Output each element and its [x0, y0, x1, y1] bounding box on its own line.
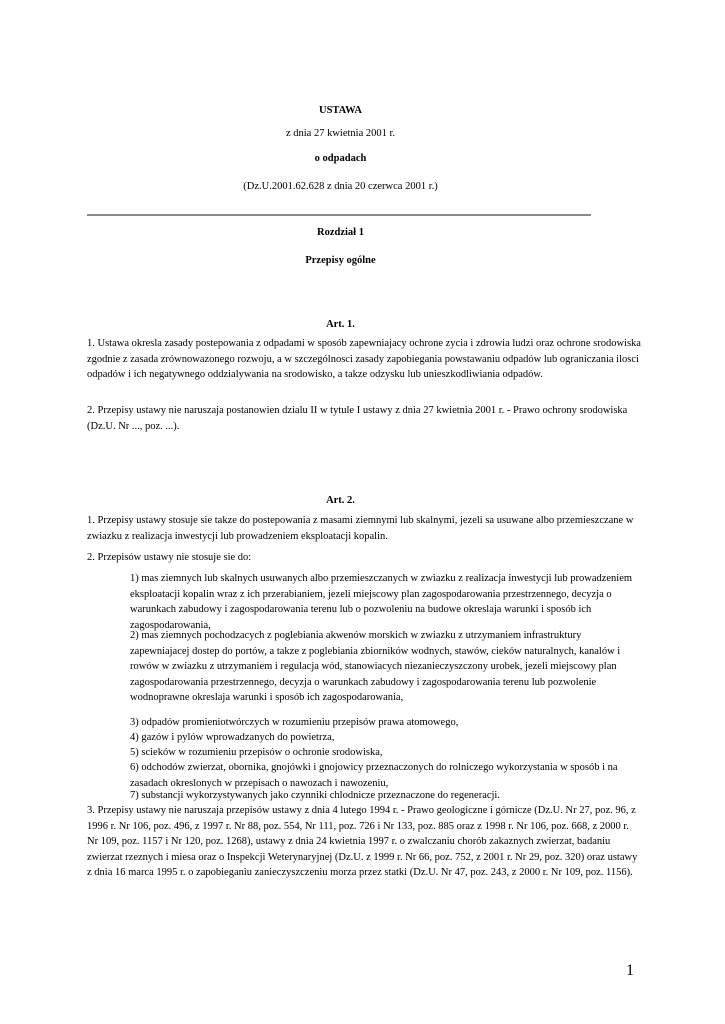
art1-paragraph-2: 2. Przepisy ustawy nie naruszaja postanowien dzialu II w tytule I ustawy z dnia 27 kwietnia 2001 r. - Prawo ochrony srodowiska (Dz.U. Nr ..., poz. ...).: [87, 405, 628, 432]
art2-list-item-5: 5) scieków w rozumieniu przepisów o ochronie srodowiska,: [130, 747, 383, 758]
page-number: 1: [626, 962, 634, 979]
art1-heading: Art. 1.: [326, 319, 355, 330]
art2-paragraph-3: 3. Przepisy ustawy nie naruszaja przepisów ustawy z dnia 4 lutego 1994 r. - Prawo geologiczne i górnicze (Dz.U. Nr 27, poz. 96, z 1996 r. Nr 106, poz. 496, z 1997 r. Nr 88, poz. 554, Nr 111, poz. 726 i Nr 133, poz. 885 oraz z 1998 r. Nr 106, poz. 668, z 2000 r. Nr 109, poz. 1157 i Nr 120, poz. 1268), ustawy z dnia 24 kwietnia 1997 r. o zwalczaniu chorób zakaznych zwierzat, badaniu zwierzat rzeznych i miesa oraz o Inspekcji Weterynaryjnej (Dz.U. z 1999 r. Nr 66, poz. 752, z 2001 r. Nr 29, poz. 320) oraz ustawy z dnia 16 marca 1995 r. o zapobieganiu zanieczyszczeniu morza przez statki (Dz.U. Nr 47, poz. 243, z 2000 r. Nr 109, poz. 1156).: [87, 805, 638, 879]
art2-list-item-3: 3) odpadów promieniotwórczych w rozumieniu przepisów prawa atomowego,: [130, 717, 459, 728]
art2-list-item-2: 2) mas ziemnych pochodzacych z poglebiania akwenów morskich w zwiazku z utrzymaniem infrastruktury zapewniajacej dostep do portów, a takze z poglebiania zbiorników wodnych, stawów, cieków naturalnych, kanalów i rowów w zwiazku z utrzymaniem i regulacja wód, stanowiacych niezanieczyszczony urobek, jezeli miejscowy plan zagospodarowania przestrzennego, decyzja o warunkach zabudowy i zagospodarowania terenu lub pozwolenie wodnoprawne okreslaja warunki i sposób ich zagospodarowania,: [130, 630, 621, 704]
art1-paragraph-1: 1. Ustawa okresla zasady postepowania z odpadami w sposób zapewniajacy ochrone zycia i zdrowia ludzi oraz ochrone srodowiska zgodnie z zasada zrównowazonego rozwoju, a w szczególnosci zasady zapobiegania powstawaniu odpadów lub ograniczania ilosci odpadów i ich negatywnego oddzialywania na srodowisko, a takze odzysku lub unieszkodliwiania odpadów.: [87, 338, 641, 381]
act-source: (Dz.U.2001.62.628 z dnia 20 czerwca 2001 r.): [243, 181, 438, 192]
art2-list-item-6: 6) odchodów zwierzat, obornika, gnojówki i gnojowicy przeznaczonych do rolniczego wykorzystania w sposób i na zasadach okreslonych w przepisach o nawozach i nawozeniu,: [130, 762, 618, 789]
chapter-name: Przepisy ogólne: [305, 255, 376, 266]
art2-heading: Art. 2.: [326, 495, 355, 506]
act-title: USTAWA: [319, 105, 362, 116]
art2-list-item-1: 1) mas ziemnych lub skalnych usuwanych albo przemieszczanych w zwiazku z realizacja inwestycji lub prowadzeniem eksploatacji kopalin wraz z ich przerabianiem, jezeli miejscowy plan zagospodarowania przestrzennego, decyzja o warunkach zabudowy i zagospodarowania terenu lub o pozwoleniu na budowe okreslaja warunki i sposób ich zagospodarowania,: [130, 573, 633, 631]
art2-paragraph-2: 2. Przepisów ustawy nie stosuje sie do:: [87, 552, 252, 563]
art2-paragraph-1: 1. Przepisy ustawy stosuje sie takze do postepowania z masami ziemnymi lub skalnymi, jezeli sa usuwane albo przemieszczane w zwiazku z realizacja inwestycji lub prowadzeniem eksploatacji kopalin.: [87, 515, 634, 542]
act-subject: o odpadach: [314, 153, 367, 164]
act-date: z dnia 27 kwietnia 2001 r.: [285, 128, 396, 139]
art2-list-item-4: 4) gazów i pylów wprowadzanych do powietrza,: [130, 732, 335, 743]
header-divider: [87, 214, 591, 216]
chapter-number: Rozdział 1: [317, 227, 364, 238]
art2-list-item-7: 7) substancji wykorzystywanych jako czynniki chlodnicze przeznaczone do regeneracji.: [130, 790, 500, 801]
